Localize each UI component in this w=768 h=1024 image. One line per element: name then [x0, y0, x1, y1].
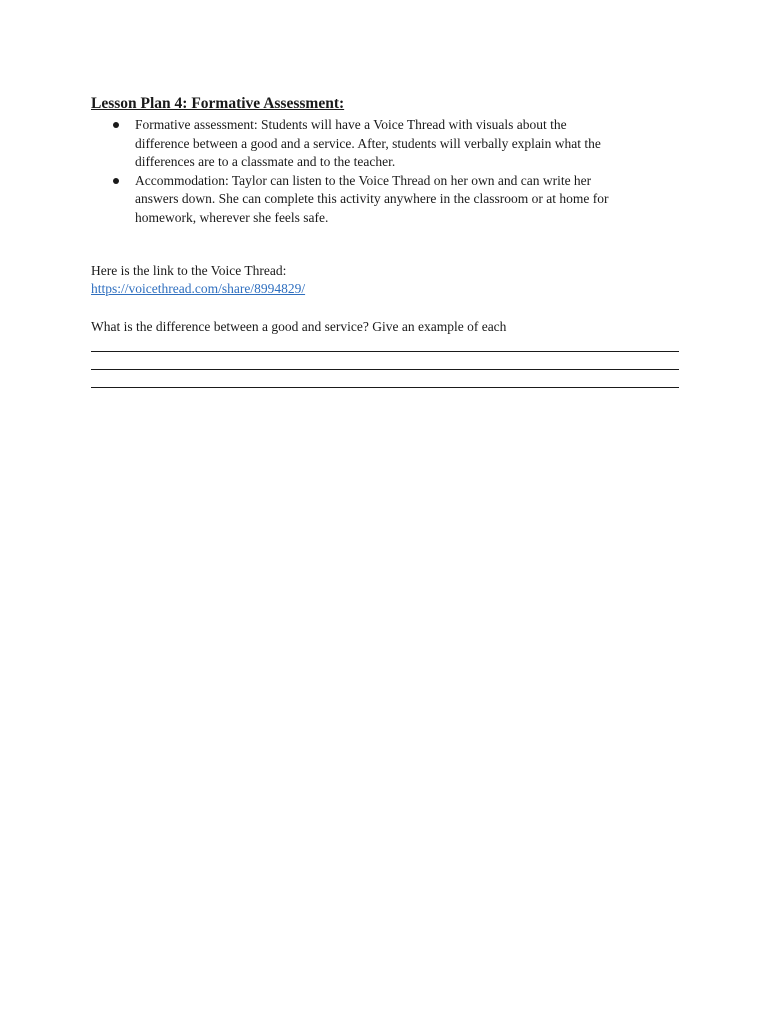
bullet-text-line: homework, wherever she feels safe. [135, 209, 329, 225]
bullet-text-line: Accommodation: Taylor can listen to the Voice Thread on her own and can write her [135, 172, 592, 188]
question-text: What is the difference between a good and service? Give an example of each [91, 319, 507, 334]
answer-line [91, 369, 679, 370]
bullet-icon [113, 122, 119, 128]
answer-line [91, 387, 679, 388]
bullet-text-line: answers down. She can complete this activity anywhere in the classroom or at home for [135, 191, 609, 206]
voicethread-link[interactable]: https://voicethread.com/share/8994829/ [91, 281, 306, 296]
link-intro-text: Here is the link to the Voice Thread: [91, 263, 287, 278]
bullet-text-line: Formative assessment: Students will have a Voice Thread with visuals about the [135, 117, 567, 132]
bullet-text-line: difference between a good and a service. After, students will verbally explain what the [135, 135, 601, 151]
bullet-list [91, 116, 681, 227]
bullet-item-accommodation [91, 172, 681, 228]
bullet-item-formative-assessment [91, 116, 681, 172]
bullet-text-line: differences are to a classmate and to the teacher. [135, 154, 396, 169]
answer-line [91, 351, 679, 352]
lesson-heading: Lesson Plan 4: Formative Assessment: [91, 95, 345, 112]
bullet-icon [113, 178, 119, 184]
